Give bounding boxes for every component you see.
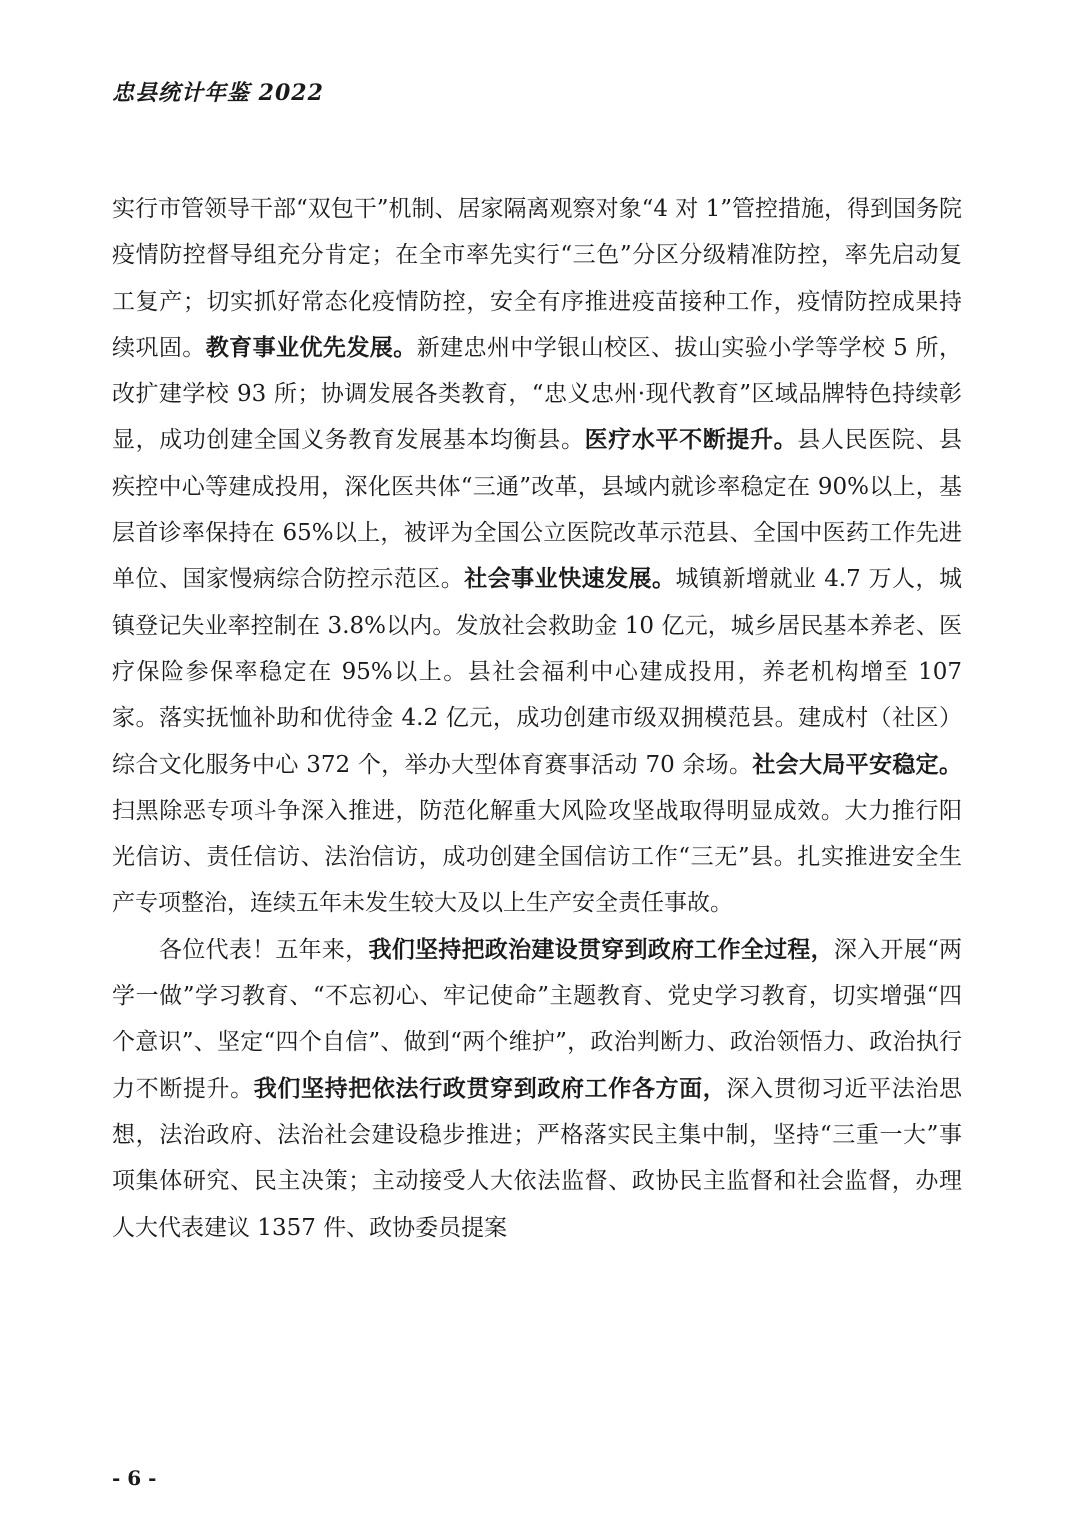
text-run: 深入贯彻习近平法治思想，法治政府、法治社会建设稳步推进；严格落实民主集中制，坚持“三重一大”事项集体研究、民主决策；主动接受人大依法监督、政协民主监督和社会监督，办理人大代表建议 1357 件、政协委员提案 [112,1075,963,1241]
yearbook-header-title: 忠县统计年鉴 2022 [112,80,324,106]
bold-heading-rule-of-law: 我们坚持把依法行政贯穿到政府工作各方面， [253,1074,727,1102]
text-run: 实行市管领导干部“双包干”机制、居家隔离观察对象“4 对 1”管控措施，得到国务院疫情防控督导组充分肯定；在全市率先实行“三色”分区分级精准防控，率先启动复工复产；切实抓好常态化疫情防控，安全有序推进疫苗接种工作，疫情防控成果持续巩固。 [112,196,962,361]
paragraph [112,927,962,1251]
text-run: 深入开展“两学一做”学习教育、“不忘初心、牢记使命”主题教育、党史学习教育，切实增强“四个意识”、坚定“四个自信”、做到“两个维护”，政治判断力、政治领悟力、政治执行力不断提升。 [112,936,963,1102]
text-run: 扫黑除恶专项斗争深入推进，防范化解重大风险攻坚战取得明显成效。大力推行阳光信访、责任信访、法治信访，成功创建全国信访工作“三无”县。扎实推进安全生产专项整治，连续五年未发生较大及以上生产安全责任事故。 [112,797,962,917]
document-body [112,186,962,1251]
page-number: - 6 - [112,1466,157,1490]
text-run: 新建忠州中学银山校区、拔山实验小学等学校 5 所，改扩建学校 93 所；协调发展各类教育，“忠义忠州·现代教育”区域品牌特色持续彰显，成功创建全国义务教育发展基本均衡县。 [112,334,962,454]
text-run: 城镇新增就业 4.7 万人，城镇登记失业率控制在 3.8%以内。发放社会救助金 10 亿元，城乡居民基本养老、医疗保险参保率稳定在 95%以上。县社会福利中心建成投用，养老机构增至 107 家。落实抚恤补助和优待金 4.2 亿元，成功创建市级双拥模范县。建成村（社区）综合文化服务中心 372 个，举办大型体育赛事活动 70 余场。 [112,566,963,778]
paragraph [112,186,962,927]
bold-heading-political-building: 我们坚持把政治建设贯穿到政府工作全过程， [368,935,834,963]
text-run: 县人民医院、县疾控中心等建成投用，深化医共体“三通”改革，县域内就诊率稳定在 90%以上，基层首诊率保持在 65%以上，被评为全国公立医院改革示范县、全国中医药工作先进单位、国家慢病综合防控示范区。 [112,427,963,593]
bold-heading-social-stability: 社会大局平安稳定。 [752,750,962,778]
text-run: 各位代表！五年来， [159,936,369,963]
bold-heading-medical: 医疗水平不断提升。 [584,426,798,454]
bold-heading-social-affairs: 社会事业快速发展。 [464,565,676,593]
bold-heading-education: 教育事业优先发展。 [205,333,417,361]
